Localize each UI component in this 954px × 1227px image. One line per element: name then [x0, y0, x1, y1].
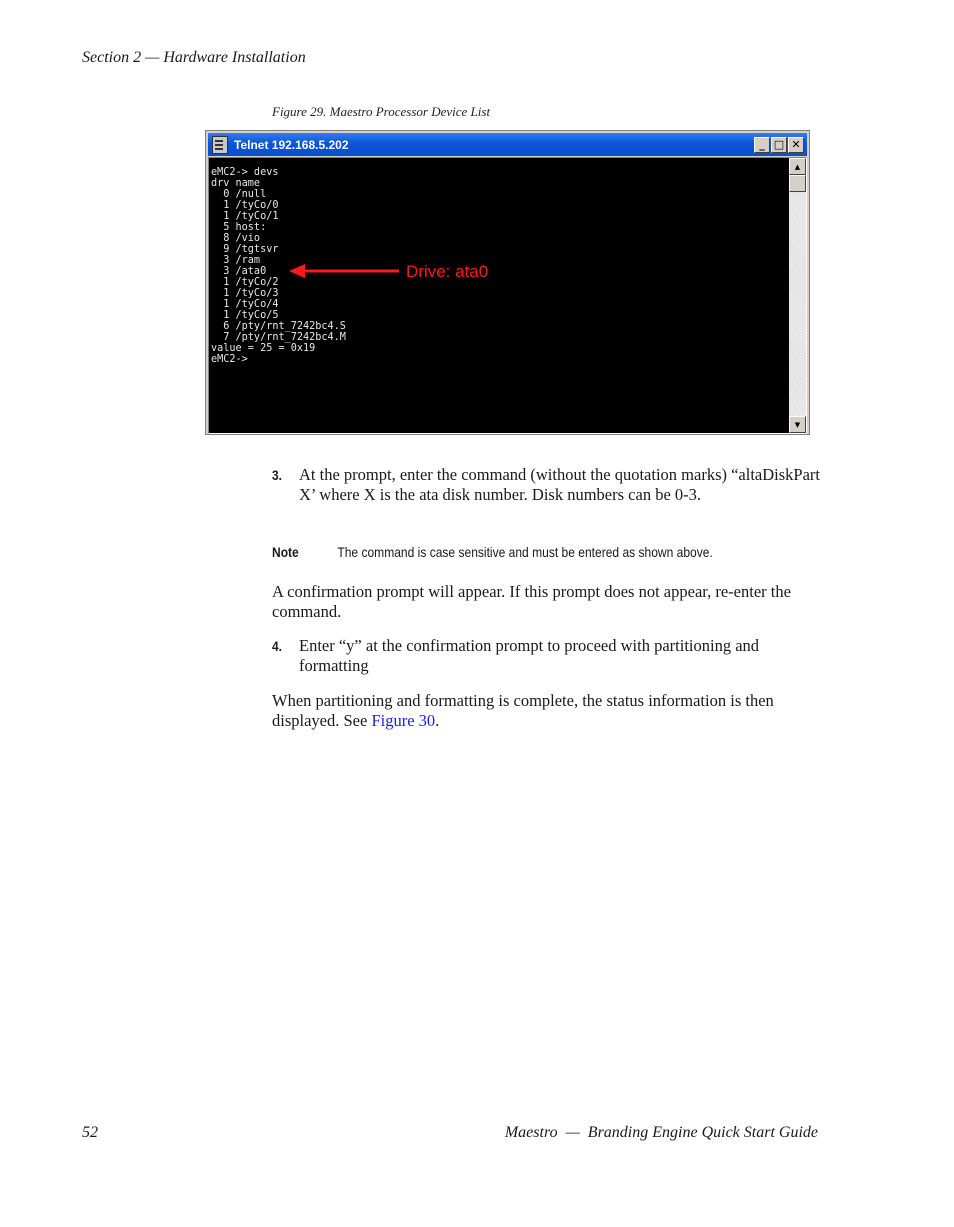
step-number: 3. — [272, 467, 282, 483]
step-text: At the prompt, enter the command (without the quotation marks) “altaDiskPart X’ where X is the ata disk number. Disk numbers can be 0-3. — [299, 465, 820, 504]
running-header: Section 2 — Hardware Installation — [82, 49, 306, 66]
window-client-area — [208, 157, 807, 434]
note-text: The command is case sensitive and must be entered as shown above. — [337, 544, 713, 560]
scroll-track[interactable] — [789, 192, 806, 416]
scroll-up-button[interactable]: ▲ — [789, 158, 806, 175]
figure-30-link[interactable]: Figure 30 — [371, 711, 436, 730]
figure-caption: Figure 29. Maestro Processor Device List — [272, 104, 491, 119]
footer-title: Maestro — Branding Engine Quick Start Guide — [504, 1124, 818, 1141]
telnet-app-icon — [212, 136, 228, 154]
telnet-window — [205, 130, 810, 435]
window-titlebar[interactable] — [208, 133, 807, 156]
step-number: 4. — [272, 638, 282, 654]
minimize-button[interactable]: _ — [754, 137, 770, 153]
confirmation-paragraph: A confirmation prompt will appear. If this prompt does not appear, re-enter the command. — [272, 582, 791, 621]
window-title: Telnet 192.168.5.202 — [234, 137, 349, 152]
close-button[interactable]: ✕ — [788, 137, 804, 153]
completion-text: When partitioning and formatting is complete, the status information is then displayed. See — [272, 691, 774, 730]
page-number: 52 — [82, 1124, 98, 1141]
annotation-arrow-icon — [289, 262, 401, 280]
annotation-label: Drive: ata0 — [406, 262, 489, 281]
maximize-button[interactable]: □ — [771, 137, 787, 153]
step-4 — [272, 636, 820, 676]
scroll-thumb[interactable] — [789, 175, 806, 192]
step-3 — [272, 465, 820, 505]
completion-paragraph — [272, 691, 820, 731]
completion-suffix: . — [435, 711, 440, 730]
vertical-scrollbar[interactable] — [789, 158, 806, 433]
step-text: Enter “y” at the confirmation prompt to proceed with partitioning and formatting — [299, 636, 760, 675]
terminal-screen[interactable] — [209, 158, 789, 433]
scroll-down-button[interactable]: ▼ — [789, 416, 806, 433]
note-label: Note — [272, 544, 299, 560]
terminal-output: eMC2-> devs drv name 0 /null 1 /tyCo/0 1 /tyCo/1 5 host: 8 /vio 9 /tgtsvr 3 /ram 3 /ata0 1 /tyCo/2 1 /tyCo/3 1 /tyCo/4 1 /tyCo/5 6 /pty/rnt_7242bc4.S 7 /pty/rnt_7242bc4.M value = 25 = 0x19 eMC2-> — [211, 167, 346, 365]
note — [272, 544, 743, 560]
